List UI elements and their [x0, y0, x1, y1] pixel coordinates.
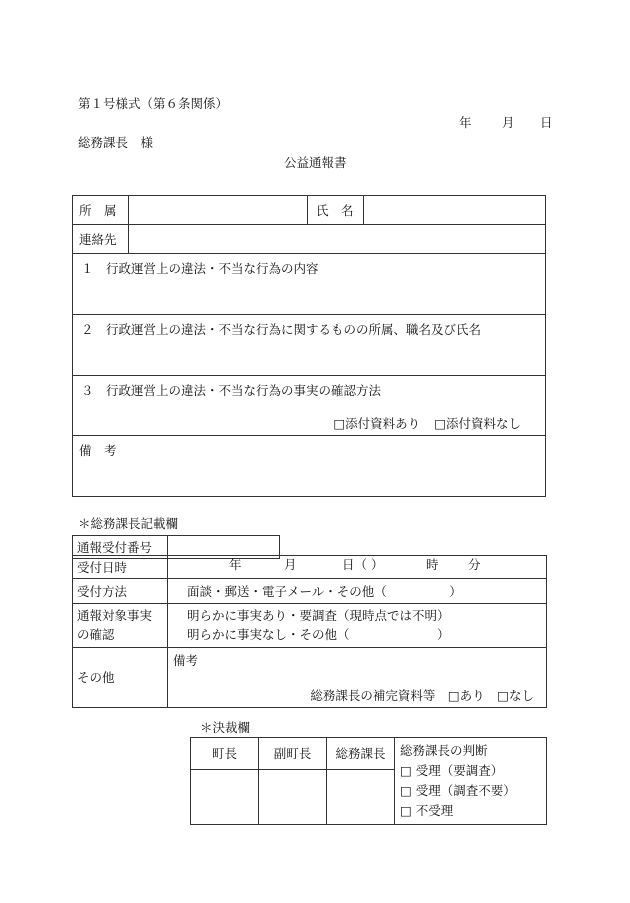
col-chief-header — [327, 738, 395, 770]
confirm-label-line1: 通報対象事実 — [77, 608, 153, 623]
mayor-stamp-field[interactable] — [191, 769, 259, 824]
date-year: 年 — [459, 115, 472, 130]
contact-label-cell — [73, 225, 129, 254]
chief-stamp-field[interactable] — [327, 769, 395, 824]
receipt-datetime-label: 受付日時 — [77, 560, 128, 575]
confirm-option-line1: 明らかに事実あり・要調査（現時点では不明） — [187, 608, 450, 623]
receipt-datetime-field[interactable] — [168, 556, 547, 579]
section2-field[interactable] — [73, 315, 546, 376]
section1-field[interactable] — [73, 254, 546, 315]
addressee: 総務課長 様 — [78, 135, 154, 150]
chief-record-table — [72, 555, 547, 708]
approval-table — [190, 737, 547, 825]
document-title: 公益通報書 — [284, 155, 347, 170]
method-label: 受付方法 — [77, 584, 128, 599]
other-field[interactable] — [168, 647, 547, 707]
deputy-stamp-field[interactable] — [259, 769, 327, 824]
section2-label: ２ 行政運営上の違法・不当な行為に関するものの所属、職名及び氏名 — [81, 322, 482, 337]
receipt-datetime-label-cell — [73, 556, 168, 579]
judgment-title: 総務課長の判断 — [400, 743, 488, 758]
confirm-label-line2: の確認 — [77, 627, 115, 643]
contact-field[interactable] — [129, 225, 546, 254]
judgment-cell — [395, 738, 547, 825]
col-mayor-header — [191, 738, 259, 770]
col-chief-label: 総務課長 — [335, 746, 386, 762]
col-deputy-label: 副町長 — [273, 746, 312, 762]
dt-day: 日（ ） — [342, 557, 384, 572]
supplement-text[interactable]: 総務課長の補完資料等 □あり □なし — [310, 688, 534, 704]
remarks-label: 備 考 — [79, 443, 117, 458]
dt-month: 月 — [284, 557, 297, 572]
col-mayor-label: 町長 — [211, 746, 237, 762]
col-deputy-header — [259, 738, 327, 770]
report-form-table — [72, 195, 546, 497]
judgment-option-reject[interactable]: □ 不受理 — [400, 803, 454, 818]
method-value: 面談・郵送・電子メール・その他（ ） — [187, 584, 462, 599]
approval-section-title: ＊決裁欄 — [200, 720, 251, 735]
name-label-cell — [308, 196, 364, 225]
method-field[interactable] — [168, 579, 547, 604]
date-day: 日 — [540, 115, 553, 130]
section1-label: １ 行政運営上の違法・不当な行為の内容 — [81, 261, 319, 276]
dt-hour: 時 — [426, 557, 439, 572]
contact-label: 連絡先 — [79, 232, 117, 247]
judgment-option-investigate[interactable]: □ 受理（要調査） — [400, 763, 504, 778]
receipt-number-label: 通報受付番号 — [77, 540, 153, 555]
confirm-field[interactable] — [168, 604, 547, 648]
confirm-label-cell — [73, 604, 168, 648]
affiliation-field[interactable] — [129, 196, 308, 225]
affiliation-label: 所 属 — [79, 203, 117, 218]
other-label-cell — [73, 647, 168, 707]
name-label: 氏 名 — [316, 203, 354, 218]
dt-year: 年 — [229, 557, 242, 572]
attachment-yes-checkbox[interactable]: □添付資料あり — [333, 416, 421, 431]
name-field[interactable] — [364, 196, 546, 225]
judgment-option-no-investigate[interactable]: □ 受理（調査不要） — [400, 783, 516, 798]
other-label: その他 — [77, 670, 115, 686]
method-label-cell — [73, 579, 168, 604]
remarks-field[interactable] — [73, 436, 546, 497]
form-number: 第１号様式（第６条関係） — [78, 96, 229, 111]
attachment-no-checkbox[interactable]: □添付資料なし — [434, 416, 521, 431]
confirm-option-line2: 明らかに事実なし・その他（ ） — [187, 627, 450, 643]
date-month: 月 — [502, 115, 515, 130]
section3-field[interactable] — [73, 376, 546, 436]
chief-section-title: ＊総務課長記載欄 — [78, 516, 179, 531]
dt-minute: 分 — [468, 557, 481, 572]
other-remarks-label: 備考 — [173, 652, 199, 668]
section3-label: ３ 行政運営上の違法・不当な行為の事実の確認方法 — [81, 383, 382, 398]
affiliation-label-cell — [73, 196, 129, 225]
